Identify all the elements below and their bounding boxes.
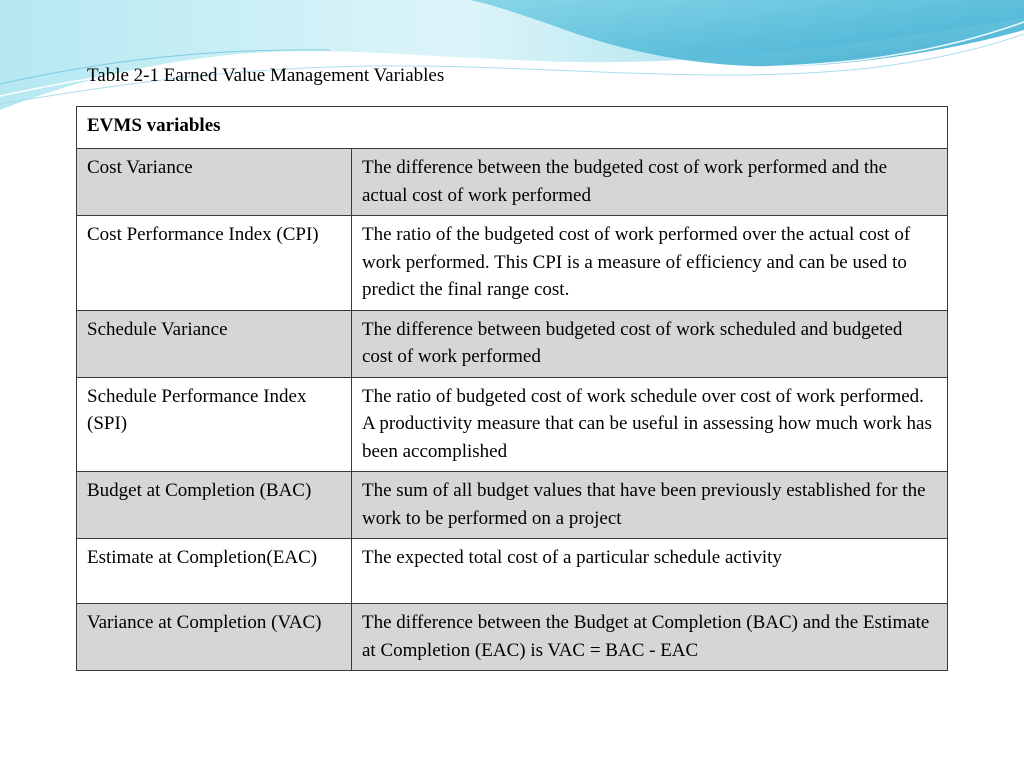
variable-cell: Variance at Completion (VAC) xyxy=(77,604,352,671)
description-cell: The sum of all budget values that have been previously established for the work to be performed on a project xyxy=(352,472,948,539)
description-cell: The difference between budgeted cost of work scheduled and budgeted cost of work performed xyxy=(352,310,948,377)
description-cell: The difference between the budgeted cost of work performed and the actual cost of work performed xyxy=(352,149,948,216)
variable-cell: Schedule Variance xyxy=(77,310,352,377)
table-row xyxy=(77,216,948,311)
description-cell: The expected total cost of a particular schedule activity xyxy=(352,539,948,604)
table-header-row xyxy=(77,107,948,149)
variable-cell: Schedule Performance Index (SPI) xyxy=(77,377,352,472)
table-row xyxy=(77,604,948,671)
table-row xyxy=(77,377,948,472)
variable-cell: Cost Variance xyxy=(77,149,352,216)
variable-cell: Cost Performance Index (CPI) xyxy=(77,216,352,311)
table-row xyxy=(77,539,948,604)
table-row xyxy=(77,472,948,539)
table-row xyxy=(77,149,948,216)
evms-table xyxy=(76,106,948,671)
description-cell: The difference between the Budget at Completion (BAC) and the Estimate at Completion (EAC) is VAC = BAC - EAC xyxy=(352,604,948,671)
table-caption: Table 2-1 Earned Value Management Variables xyxy=(87,65,445,86)
description-cell: The ratio of the budgeted cost of work performed over the actual cost of work performed. This CPI is a measure of efficiency and can be used to predict the final range cost. xyxy=(352,216,948,311)
description-cell: The ratio of budgeted cost of work schedule over cost of work performed. A productivity measure that can be useful in assessing how much work has been accomplished xyxy=(352,377,948,472)
table-header: EVMS variables xyxy=(77,107,948,149)
variable-cell: Estimate at Completion(EAC) xyxy=(77,539,352,604)
table-row xyxy=(77,310,948,377)
variable-cell: Budget at Completion (BAC) xyxy=(77,472,352,539)
